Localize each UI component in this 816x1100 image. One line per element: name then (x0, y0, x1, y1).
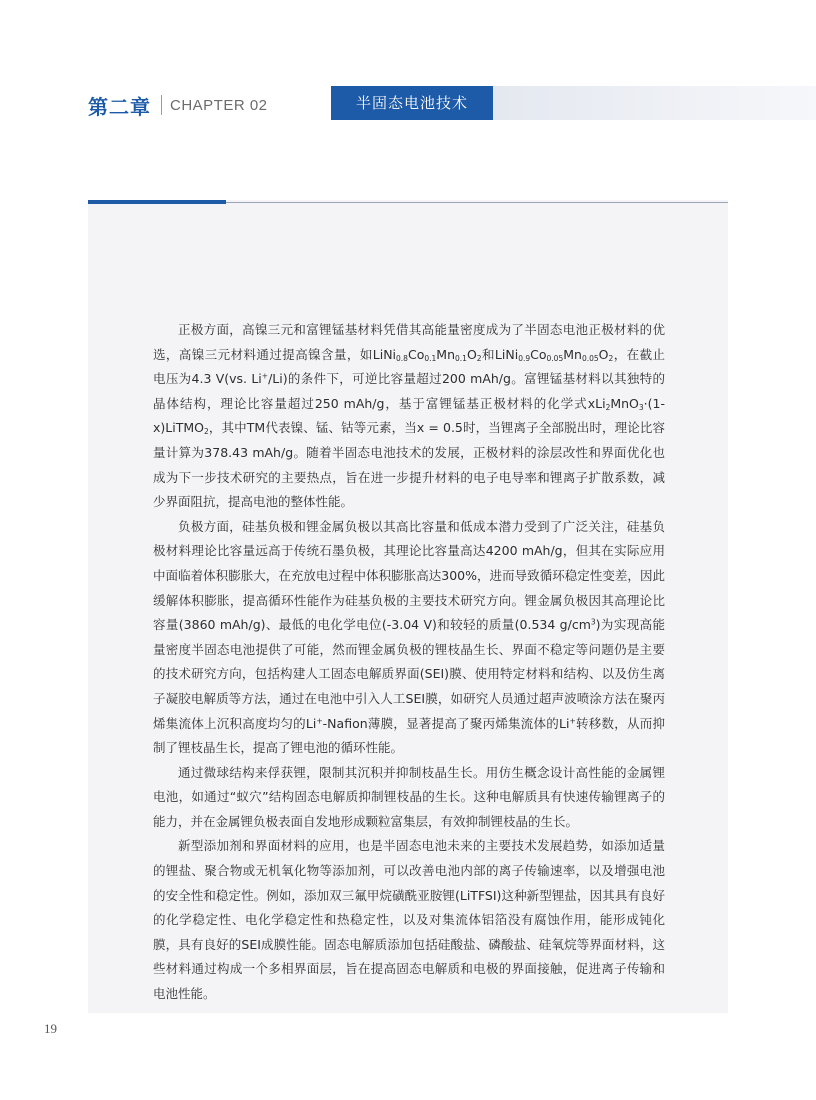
body-text (153, 318, 665, 1007)
chapter-heading (88, 93, 268, 117)
chapter-number-cn: 第二章 (88, 94, 151, 119)
panel-accent-rule (88, 200, 226, 204)
chapter-number-en: CHAPTER 02 (170, 96, 268, 114)
paragraph-anode: 负极方面，硅基负极和锂金属负极以其高比容量和低成本潜力受到了广泛关注，硅基负极材料理论比容量远高于传统石墨负极，其理论比容量高达4200 mAh/g，但其在实际应用中面临着体积膨胀大，在充放电过程中体积膨胀高达300%，进而导致循环稳定性变差，因此缓解体积膨胀，提高循环性能作为硅基负极的主要技术研究方向。锂金属负极因其高理论比容量(3860 mAh/g)、最低的电化学电位(-3.04 V)和较轻的质量(0.534 $g/cm^3$)为实现高能量密度半固态电池提供了可能，然而锂金属负极的锂枝晶生长、界面不稳定等问题仍是主要的技术研究方向，包括构建人工固态电解质界面(SEI)膜、使用特定材料和结构、以及仿生离子凝胶电解质等方法，通过在电池中引入人工SEI膜，如研究人员通过超声波喷涂方法在聚丙烯集流体上沉积高度均匀的Li+-Nafion薄膜，显著提高了聚丙烯集流体的Li+转移数，从而抑制了锂枝晶生长，提高了锂电池的循环性能。 (153, 518, 665, 756)
paragraph-microsphere: 通过微球结构来俘获锂，限制其沉积并抑制枝晶生长。用仿生概念设计高性能的金属锂电池，如通过“蚁穴”结构固态电解质抑制锂枝晶的生长。这种电解质具有快速传输锂离子的能力，并在金属锂负极表面自发地形成颗粒富集层，有效抑制锂枝晶的生长。 (153, 764, 665, 829)
section-title: 半固态电池技术 (355, 94, 468, 112)
section-title-bar (331, 86, 816, 120)
paragraph-cathode: 正极方面，高镍三元和富锂锰基材料凭借其高能量密度成为了半固态电池正极材料的优选，高镍三元材料通过提高镍含量，如$LiNi_{0.8}Co_{0.1}Mn_{0.1}O_2$和$LiNi_{0.9}Co_{0.05}Mn_{0.05}O_2$，在截止电压为4.3 V(vs. Li+/Li)的条件下，可逆比容量超过200 mAh/g。富锂锰基材料以其独特的晶体结构，理论比容量超过250 mAh/g，基于富锂锰基正极材料的化学式xLi$_2$MnO$_3$·(1-x)LiTMO$_2$，其中TM代表镍、锰、钴等元素，当x = 0.5时，当锂离子全部脱出时，理论比容量计算为378.43 mAh/g。随着半固态电池技术的发展，正极材料的涂层改性和界面优化也成为下一步技术研究的主要热点，旨在进一步提升材料的电子电导率和锂离子扩散系数，减少界面阻抗，提高电池的整体性能。 (153, 322, 665, 510)
page-number: 19 (44, 1021, 57, 1036)
paragraph-additives: 新型添加剂和界面材料的应用，也是半固态电池未来的主要技术发展趋势，如添加适量的锂盐、聚合物或无机氧化物等添加剂，可以改善电池内部的离子传输速率，以及增强电池的安全性和稳定性。例如，添加双三氟甲烷磺酰亚胺锂(LiTFSI)这种新型锂盐，因其具有良好的化学稳定性、电化学稳定性和热稳定性，以及对集流体铝箔没有腐蚀作用，能形成钝化膜，具有良好的SEI成膜性能。固态电解质添加包括硅酸盐、磷酸盐、硅氧烷等界面材料，这些材料通过构成一个多相界面层，旨在提高固态电解质和电极的界面接触，促进离子传输和电池性能。 (153, 838, 665, 1002)
chapter-divider (161, 95, 162, 115)
